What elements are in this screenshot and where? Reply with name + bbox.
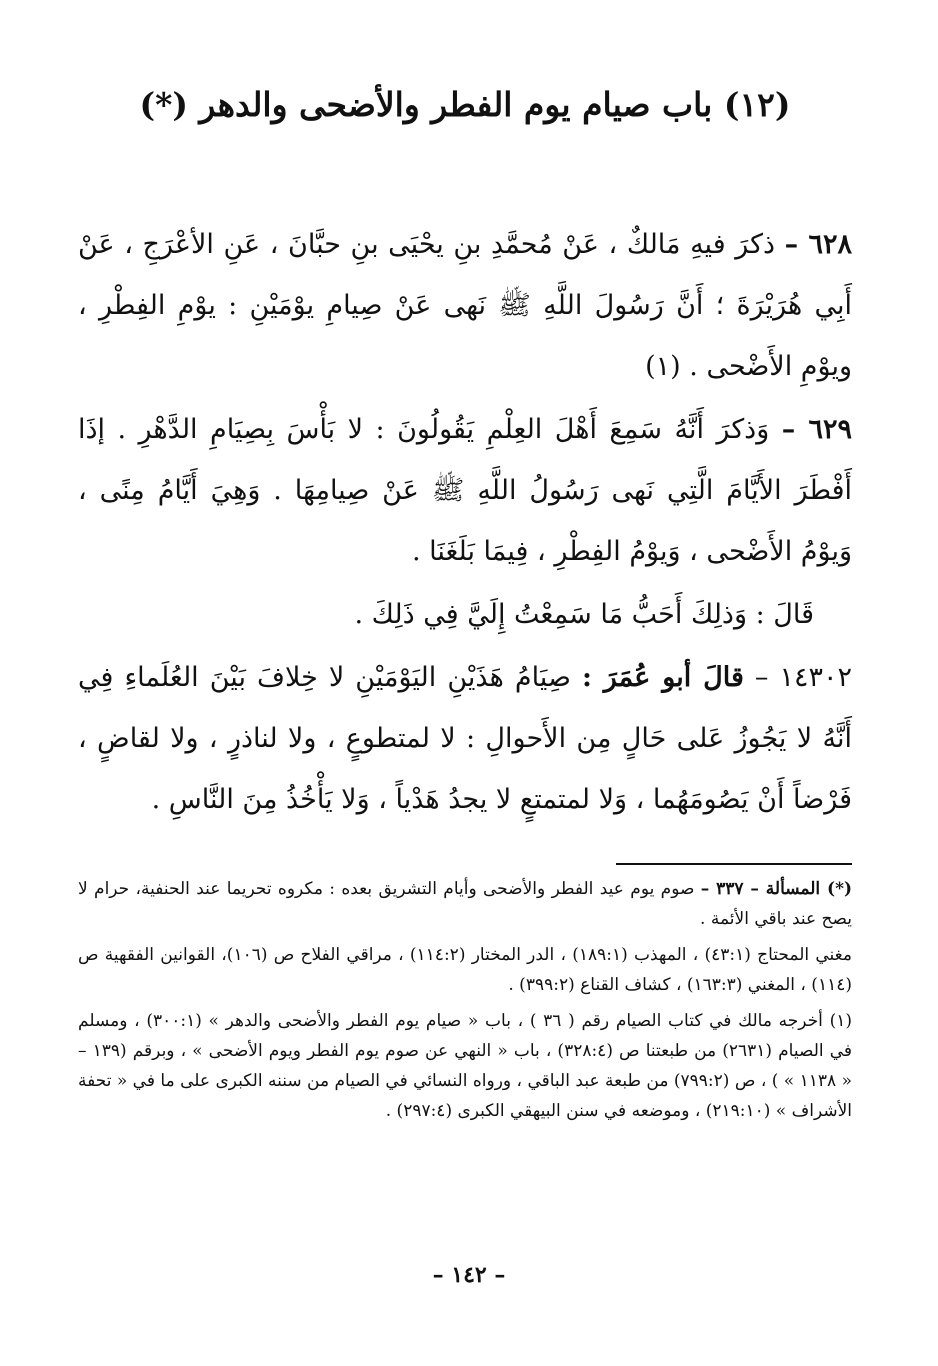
hadith-paragraph	[78, 399, 852, 582]
footnote-text: مغني المحتاج (٤٣:١) ، المهذب (١٨٩:١) ، الدر المختار (١١٤:٢) ، مراقي الفلاح ص (١٠٦)، القوانين الفقهية ص (١١٤) ، المغني (١٦٣:٣) ، كشاف القناع (٣٩٩:٢) .	[78, 945, 852, 995]
footnote-label: (*) المسألة – ٣٣٧ –	[700, 879, 852, 899]
hadith-number: ٦٢٩ –	[781, 414, 852, 445]
page-number: – ١٤٢ –	[432, 1262, 506, 1288]
hadith-paragraph	[78, 584, 852, 645]
footnote-divider	[616, 863, 852, 865]
hadith-paragraph	[78, 214, 852, 397]
chapter-title: (١٢) باب صيام يوم الفطر والأضحى والدهر (*)	[139, 85, 791, 124]
footnotes	[78, 874, 852, 1126]
hadith-number: ٦٢٨ –	[784, 229, 852, 260]
commentary-number: ١٤٣٠٢ –	[754, 662, 852, 693]
commentary-speaker: قالَ أبو عُمَرَ :	[581, 662, 744, 693]
commentary-text: صِيَامُ هَذَيْنِ اليَوْمَيْنِ لا خِلافَ بَيْنَ العُلَماءِ فِي أَنَّهُ لا يَجُوزُ عَلى حَالٍ مِن الأَحوالِ : لا لمتطوعٍ ، ولا لناذرٍ ، ولا لقاضٍ ، فَرْضاً أَنْ يَصُومَهُما ، وَلا لمتمتعٍ لا يجدُ هَدْياً ، وَلا يَأْخُذُ مِنَ النَّاسِ .	[78, 662, 852, 815]
footnote-label: (١)	[829, 1011, 853, 1031]
footnote	[78, 940, 852, 1000]
footnote	[78, 1006, 852, 1126]
commentary-paragraph	[78, 647, 852, 830]
hadith-text: قَالَ : وَذلِكَ أَحَبُّ مَا سَمِعْتُ إِلَيَّ فِي ذَلِكَ .	[354, 599, 814, 630]
footnote-text: أخرجه مالك في كتاب الصيام رقم ( ٣٦ ) ، باب « صيام يوم الفطر والأضحى والدهر » (٣٠٠:١) ، ومسلم في الصيام (٢٦٣١) من طبعتنا ص (٣٢٨:٤) ، باب « النهي عن صوم يوم الفطر ويوم الأضحى » ، وبرقم (١٣٩ – « ١١٣٨ » ) ، ص (٧٩٩:٢) من طبعة عبد الباقي ، ورواه النسائي في الصيام من سننه الكبرى على ما في « تحفة الأشراف » (٢١٩:١٠) ، وموضعه في سنن البيهقي الكبرى (٢٩٧:٤) .	[78, 1011, 853, 1121]
main-text	[78, 214, 852, 830]
hadith-text: ذكرَ فيهِ مَالكٌ ، عَنْ مُحمَّدِ بنِ يحْيَى بنِ حبَّانَ ، عَنِ الأعْرَجِ ، عَنْ أَبِي هُرَيْرَةَ ؛ أَنَّ رَسُولَ اللَّهِ ﷺ نَهى عَنْ صِيامِ يوْمَيْنِ : يوْمِ الفِطْرِ ، ويوْمِ الأَضْحى . (١)	[78, 229, 852, 382]
footnote	[78, 874, 852, 934]
footnote-text: صوم يوم عيد الفطر والأضحى وأيام التشريق بعده : مكروه تحريما عند الحنفية، حرام لا يصح عند باقي الأئمة .	[78, 879, 852, 929]
hadith-text: وَذكرَ أَنَّهُ سَمِعَ أَهْلَ العِلْمِ يَقُولُونَ : لا بَأْسَ بِصِيَامِ الدَّهْرِ . إذَا أَفْطَرَ الأَيَّامَ الَّتِي نَهى رَسُولُ اللَّهِ ﷺ عَنْ صِيامِهَا . وَهِيَ أَيَّامُ مِنًى ، وَيوْمُ الأَضْحى ، وَيوْمُ الفِطْرِ ، فِيمَا بَلَغَنَا .	[78, 414, 852, 567]
